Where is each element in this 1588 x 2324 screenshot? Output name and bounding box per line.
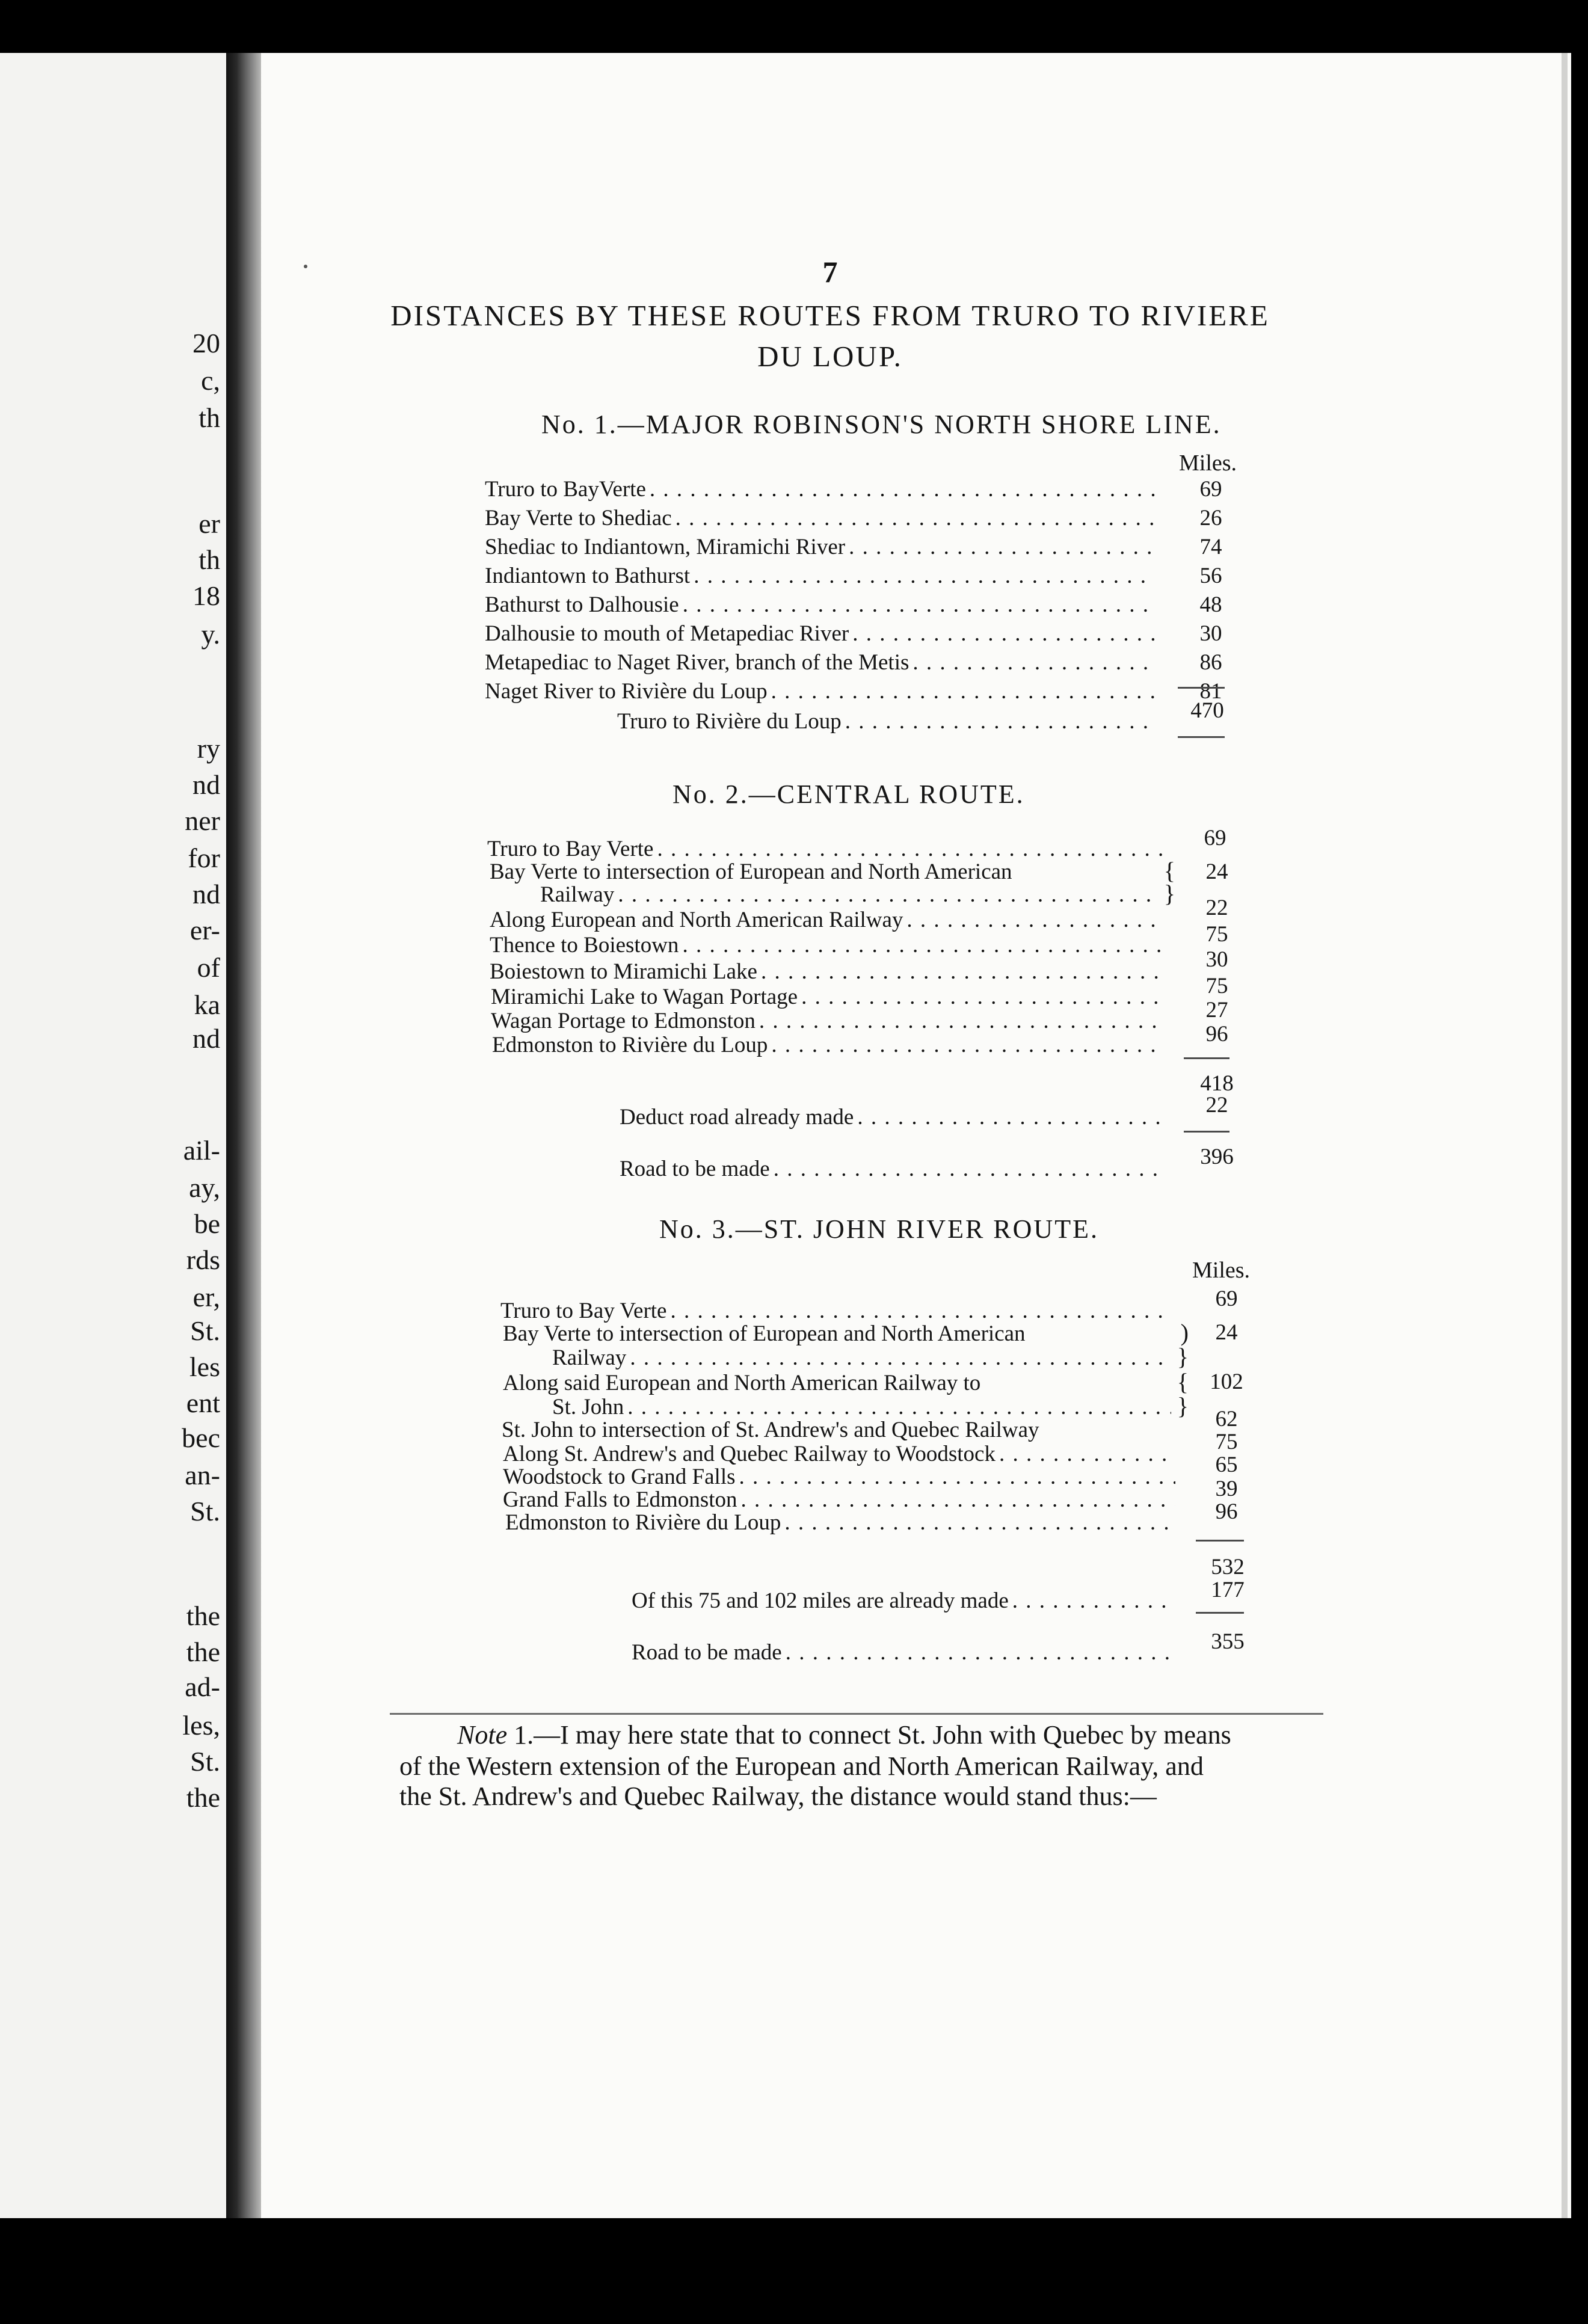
sum-rule <box>1178 736 1225 738</box>
leader-dots <box>852 621 1155 647</box>
left-fragment: ry <box>197 733 220 764</box>
left-fragment: rds <box>186 1244 220 1275</box>
note-paragraph-line: the St. Andrew's and Quebec Railway, the distance would stand thus:— <box>399 1781 1157 1811</box>
leader-dots <box>1012 1588 1175 1614</box>
left-fragment: St. <box>190 1746 220 1777</box>
row-label: Truro to BayVerte <box>485 477 646 502</box>
note-text: 1.—I may here state that to connect St. John with Quebec by means <box>507 1720 1231 1750</box>
table-row <box>502 1417 1179 1443</box>
left-fragment: the <box>186 1600 220 1631</box>
leader-dots <box>630 1345 1171 1371</box>
row-label: Indiantown to Bathurst <box>485 564 691 588</box>
total-miles: 470 <box>1190 698 1224 723</box>
deduct-miles: 22 <box>1205 1093 1228 1117</box>
sum-rule <box>1184 1131 1229 1133</box>
left-fragment: for <box>188 843 220 873</box>
table-row <box>491 984 1167 1010</box>
row-label: St. John <box>552 1395 624 1419</box>
row-label: Along St. Andrew's and Quebec Railway to Woodstock <box>503 1442 996 1466</box>
deduct-row <box>620 1104 1167 1131</box>
row-miles: 24 <box>1215 1320 1238 1345</box>
row-label: Wagan Portage to Edmonston <box>491 1009 756 1033</box>
page-number: 7 <box>822 255 838 289</box>
miles-column-header: Miles. <box>1192 1258 1251 1283</box>
left-fragment: ka <box>194 989 220 1020</box>
table-row <box>552 1344 1189 1370</box>
row-miles: 22 <box>1205 896 1228 920</box>
deduct-label: Deduct road already made <box>620 1105 854 1130</box>
row-label: Along said European and North American Railway to <box>503 1371 981 1395</box>
book-gutter <box>226 53 261 2218</box>
left-fragment: c, <box>201 365 220 396</box>
road-row <box>620 1156 1167 1182</box>
leader-dots <box>771 1032 1162 1059</box>
print-speck <box>304 265 307 268</box>
row-miles: 69 <box>1215 1286 1238 1311</box>
table-row <box>503 1369 1189 1395</box>
route2-heading: No. 2.—CENTRAL ROUTE. <box>672 779 1025 809</box>
row-label: Truro to Bay Verte <box>500 1299 667 1323</box>
brace-open: { <box>1163 857 1175 884</box>
total-row <box>617 709 1159 735</box>
left-fragment: nd <box>192 769 220 800</box>
left-fragment: an- <box>185 1460 220 1490</box>
row-label: Truro to Bay Verte <box>487 837 654 861</box>
left-fragment: ner <box>185 805 220 836</box>
leader-dots <box>786 1640 1175 1666</box>
table-row <box>485 650 1159 676</box>
left-fragment: ent <box>186 1388 220 1418</box>
table-row <box>490 959 1167 985</box>
row-miles: 96 <box>1205 1022 1228 1047</box>
row-miles: 27 <box>1205 998 1228 1022</box>
row-label: Naget River to Rivière du Loup <box>485 679 768 704</box>
leader-dots <box>784 1510 1175 1536</box>
leader-dots <box>912 650 1155 676</box>
row-label: Boiestown to Miramichi Lake <box>490 959 757 984</box>
brace-close: } <box>1163 880 1175 907</box>
row-label: St. John to intersection of St. Andrew's and Quebec Railway <box>502 1418 1039 1442</box>
subtotal-miles: 532 <box>1211 1555 1245 1579</box>
row-miles: 48 <box>1199 592 1222 617</box>
row-miles: 26 <box>1199 506 1222 530</box>
table-row <box>485 621 1159 647</box>
row-miles: 69 <box>1204 826 1226 850</box>
table-row <box>485 505 1159 532</box>
leader-dots <box>694 563 1155 589</box>
table-row <box>485 534 1159 561</box>
table-row <box>490 932 1167 959</box>
left-fragment: 20 <box>192 328 220 358</box>
row-miles: 75 <box>1205 922 1228 947</box>
left-fragment: er- <box>189 915 220 945</box>
table-row <box>503 1320 1189 1346</box>
row-label: Grand Falls to Edmonston <box>503 1487 737 1512</box>
left-fragment: the <box>186 1782 220 1813</box>
road-miles: 355 <box>1211 1629 1245 1654</box>
table-row <box>491 1008 1167 1034</box>
row-label: Shediac to Indiantown, Miramichi River <box>485 535 846 559</box>
row-miles: 30 <box>1205 947 1228 972</box>
route1-heading: No. 1.—MAJOR ROBINSON'S NORTH SHORE LINE. <box>541 410 1222 439</box>
row-label: Railway <box>552 1345 627 1370</box>
row-miles: 24 <box>1205 859 1228 884</box>
leader-dots <box>801 984 1163 1010</box>
of-this-row <box>632 1588 1179 1614</box>
brace-open: { <box>1177 1368 1189 1395</box>
row-miles: 69 <box>1199 477 1222 502</box>
table-row <box>485 476 1159 503</box>
row-miles: 102 <box>1210 1370 1243 1394</box>
page-edge <box>1562 53 1568 2218</box>
left-fragment: St. <box>190 1315 220 1346</box>
table-row <box>505 1510 1179 1536</box>
table-row <box>485 563 1159 589</box>
row-label: Bay Verte to Shediac <box>485 506 672 530</box>
left-fragment: the <box>186 1637 220 1667</box>
of-this-label: Of this 75 and 102 miles are already made <box>632 1588 1009 1613</box>
table-row <box>490 907 1167 933</box>
row-miles: 39 <box>1215 1477 1238 1501</box>
row-label: Bay Verte to intersection of European and North American <box>490 859 1012 884</box>
leader-dots <box>676 505 1155 532</box>
leader-dots <box>849 534 1155 561</box>
left-fragment: of <box>197 952 220 983</box>
left-fragment: th <box>198 402 220 433</box>
leader-dots <box>774 1156 1163 1182</box>
page-title-continued: DU LOUP. <box>757 340 903 373</box>
row-label: Thence to Boiestown <box>490 933 679 958</box>
left-fragment: er <box>198 508 220 539</box>
leader-dots <box>857 1104 1163 1131</box>
row-miles: 65 <box>1215 1452 1238 1477</box>
row-miles: 81 <box>1199 679 1222 704</box>
row-miles: 56 <box>1199 564 1222 588</box>
row-label: Metapediac to Naget River, branch of the Metis <box>485 650 909 675</box>
row-label: Miramichi Lake to Wagan Portage <box>491 985 798 1009</box>
of-this-miles: 177 <box>1211 1578 1245 1602</box>
note-lead: Note <box>457 1720 508 1750</box>
brace-close: } <box>1177 1343 1189 1370</box>
leader-dots <box>906 907 1163 933</box>
leader-dots <box>682 932 1163 959</box>
left-fragment: nd <box>192 1023 220 1054</box>
left-fragment: be <box>194 1208 220 1239</box>
left-fragment: ay, <box>189 1172 220 1203</box>
row-label: Woodstock to Grand Falls <box>503 1465 736 1489</box>
row-miles: 30 <box>1199 621 1222 646</box>
leader-dots <box>771 678 1155 705</box>
row-miles: 86 <box>1199 650 1222 675</box>
road-label: Road to be made <box>620 1157 770 1181</box>
total-label: Truro to Rivière du Loup <box>617 709 842 734</box>
sum-rule <box>1178 687 1225 689</box>
road-label: Road to be made <box>632 1640 782 1665</box>
left-fragment: nd <box>192 879 220 909</box>
left-fragment: ail- <box>183 1135 220 1166</box>
leader-dots <box>618 882 1157 908</box>
leader-dots <box>761 959 1163 985</box>
left-fragment: les <box>189 1351 220 1382</box>
row-label: Along European and North American Railway <box>490 908 903 932</box>
road-row <box>632 1640 1179 1666</box>
row-miles: 75 <box>1215 1430 1238 1454</box>
left-fragment: ad- <box>185 1671 220 1702</box>
row-miles: 75 <box>1205 974 1228 998</box>
row-label: Bathurst to Dalhousie <box>485 592 679 617</box>
row-miles: 74 <box>1199 535 1222 559</box>
row-miles: 62 <box>1215 1407 1238 1431</box>
route3-heading: No. 3.—ST. JOHN RIVER ROUTE. <box>659 1214 1099 1244</box>
leader-dots <box>650 476 1155 503</box>
leader-dots <box>683 592 1155 618</box>
row-label: Bay Verte to intersection of European and North American <box>503 1321 1026 1346</box>
sum-rule <box>1196 1540 1244 1542</box>
subtotal-miles: 418 <box>1200 1071 1234 1096</box>
road-miles: 396 <box>1200 1145 1234 1169</box>
row-label: Railway <box>540 882 615 907</box>
left-fragment: y. <box>201 619 220 650</box>
page-title: DISTANCES BY THESE ROUTES FROM TRURO TO RIVIERE <box>390 299 1270 332</box>
sum-rule <box>1196 1612 1244 1614</box>
left-fragment: bec <box>182 1422 220 1453</box>
left-fragment: les, <box>182 1710 220 1741</box>
row-miles: 96 <box>1215 1499 1238 1524</box>
row-label: Edmonston to Rivière du Loup <box>505 1510 781 1535</box>
row-label: Edmonston to Rivière du Loup <box>492 1033 768 1057</box>
note-paragraph-line <box>457 1720 1377 1750</box>
table-row <box>492 1032 1166 1059</box>
section-divider <box>390 1713 1323 1715</box>
left-fragment: St. <box>190 1496 220 1526</box>
table-row <box>552 1393 1189 1419</box>
sum-rule <box>1184 1057 1229 1059</box>
left-fragment: 18 <box>192 580 220 611</box>
left-fragment: th <box>198 544 220 575</box>
brace-close: } <box>1177 1392 1189 1419</box>
right-page <box>261 53 1571 2218</box>
left-fragment: er, <box>192 1282 220 1312</box>
table-row <box>485 678 1159 705</box>
note-paragraph-line: of the Western extension of the European and North American Railway, and <box>399 1751 1204 1781</box>
table-row <box>485 592 1159 618</box>
row-label: Dalhousie to mouth of Metapediac River <box>485 621 849 646</box>
leader-dots <box>845 709 1155 735</box>
miles-column-header: Miles. <box>1179 450 1237 476</box>
brace-open: ) <box>1180 1319 1189 1346</box>
table-row <box>540 881 1175 907</box>
leader-dots <box>759 1008 1163 1034</box>
